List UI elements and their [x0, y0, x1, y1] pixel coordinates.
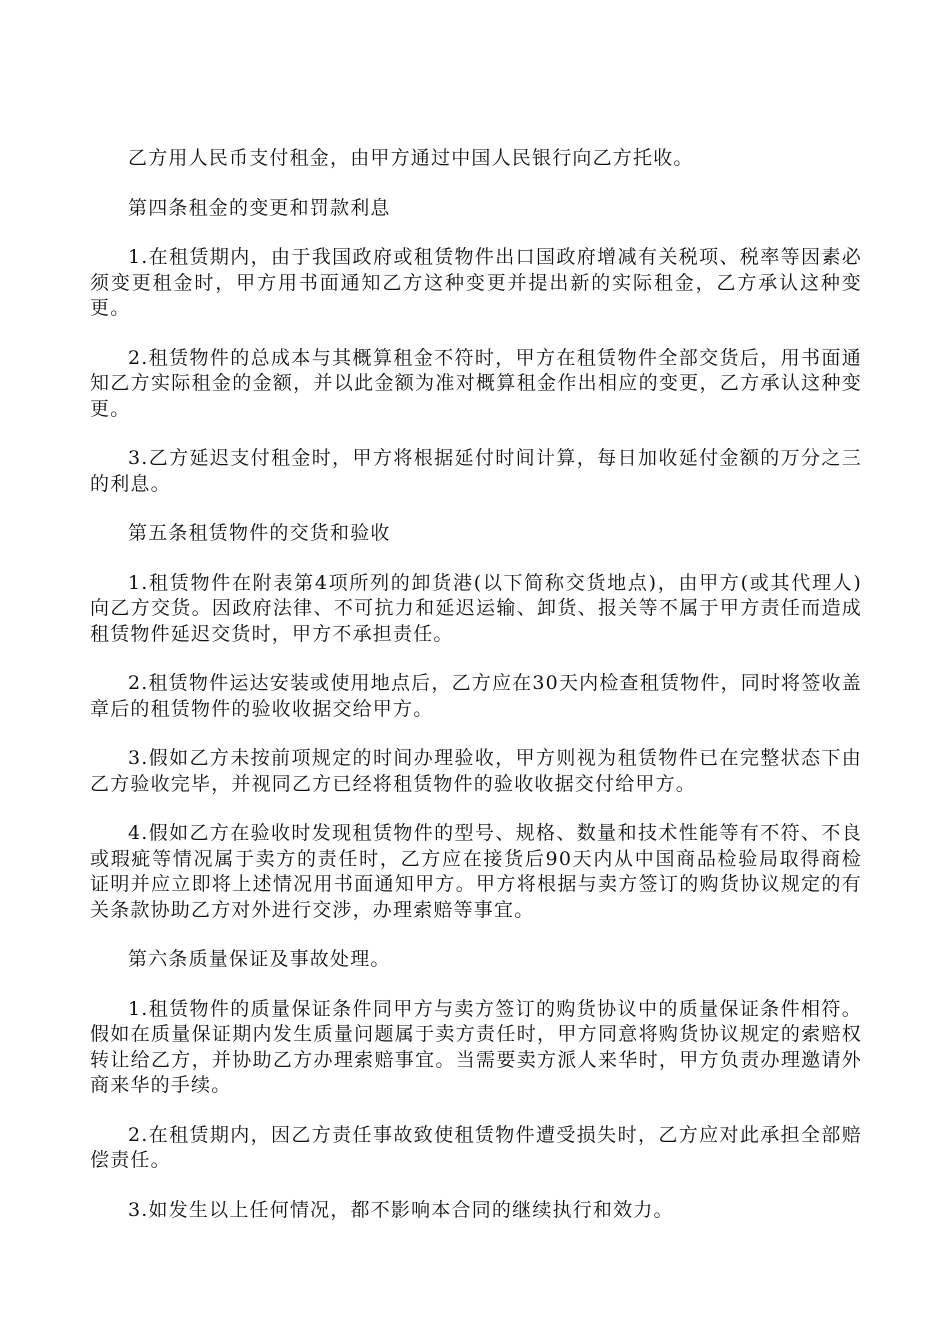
paragraph-article-6-item-1: 1.租赁物件的质量保证条件同甲方与卖方签订的购货协议中的质量保证条件相符。假如在质量保证期内发生质量问题属于卖方责任时，甲方同意将购货协议规定的索赔权转让给乙方，并协助乙方办理索赔事宜。当需要卖方派人来华时，甲方负责办理邀请外商来华的手续。: [90, 997, 862, 1096]
heading-article-6: 第六条质量保证及事故处理。: [128, 948, 391, 970]
paragraph-article-5-item-3: 3.假如乙方未按前项规定的时间办理验收，甲方则视为租赁物件已在完整状态下由乙方验收完毕，并视同乙方已经将租赁物件的验收收据交付给甲方。: [90, 747, 862, 795]
paragraph-payment-method: 乙方用人民币支付租金，由甲方通过中国人民银行向乙方托收。: [128, 147, 694, 169]
paragraph-article-6-item-2: 2.在租赁期内，因乙方责任事故致使租赁物件遭受损失时，乙方应对此承担全部赔偿责任。: [90, 1123, 862, 1171]
heading-article-5: 第五条租赁物件的交货和验收: [128, 522, 391, 544]
heading-article-4: 第四条租金的变更和罚款利息: [128, 196, 391, 219]
paragraph-article-5-item-2: 2.租赁物件运达安装或使用地点后，乙方应在30天内检查租赁物件，同时将签收盖章后的租赁物件的验收收据交给甲方。: [90, 672, 862, 720]
paragraph-article-5-item-1: 1.租赁物件在附表第4项所列的卸货港(以下简称交货地点)，由甲方(或其代理人)向乙方交货。因政府法律、不可抗力和延迟运输、卸货、报关等不属于甲方责任而造成租赁物件延迟交货时，甲方不承担责任。: [90, 571, 862, 645]
paragraph-article-4-item-2: 2.租赁物件的总成本与其概算租金不符时，甲方在租赁物件全部交货后，用书面通知乙方实际租金的金额，并以此金额为准对概算租金作出相应的变更，乙方承认这种变更。: [90, 346, 862, 420]
paragraph-article-5-item-4: 4.假如乙方在验收时发现租赁物件的型号、规格、数量和技术性能等有不符、不良或瑕疵等情况属于卖方的责任时，乙方应在接货后90天内从中国商品检验局取得商检证明并应立即将上述情况用书面通知甲方。甲方将根据与卖方签订的购货协议规定的有关条款协助乙方对外进行交涉，办理索赔等事宜。: [90, 822, 862, 921]
paragraph-article-4-item-1: 1.在租赁期内，由于我国政府或租赁物件出口国政府增减有关税项、税率等因素必须变更租金时，甲方用书面通知乙方这种变更并提出新的实际租金，乙方承认这种变更。: [90, 246, 862, 319]
paragraph-article-4-item-3: 3.乙方延迟支付租金时，甲方将根据延付时间计算，每日加收延付金额的万分之三的利息。: [90, 447, 862, 495]
paragraph-article-6-item-3: 3.如发生以上任何情况，都不影响本合同的继续执行和效力。: [128, 1198, 674, 1221]
